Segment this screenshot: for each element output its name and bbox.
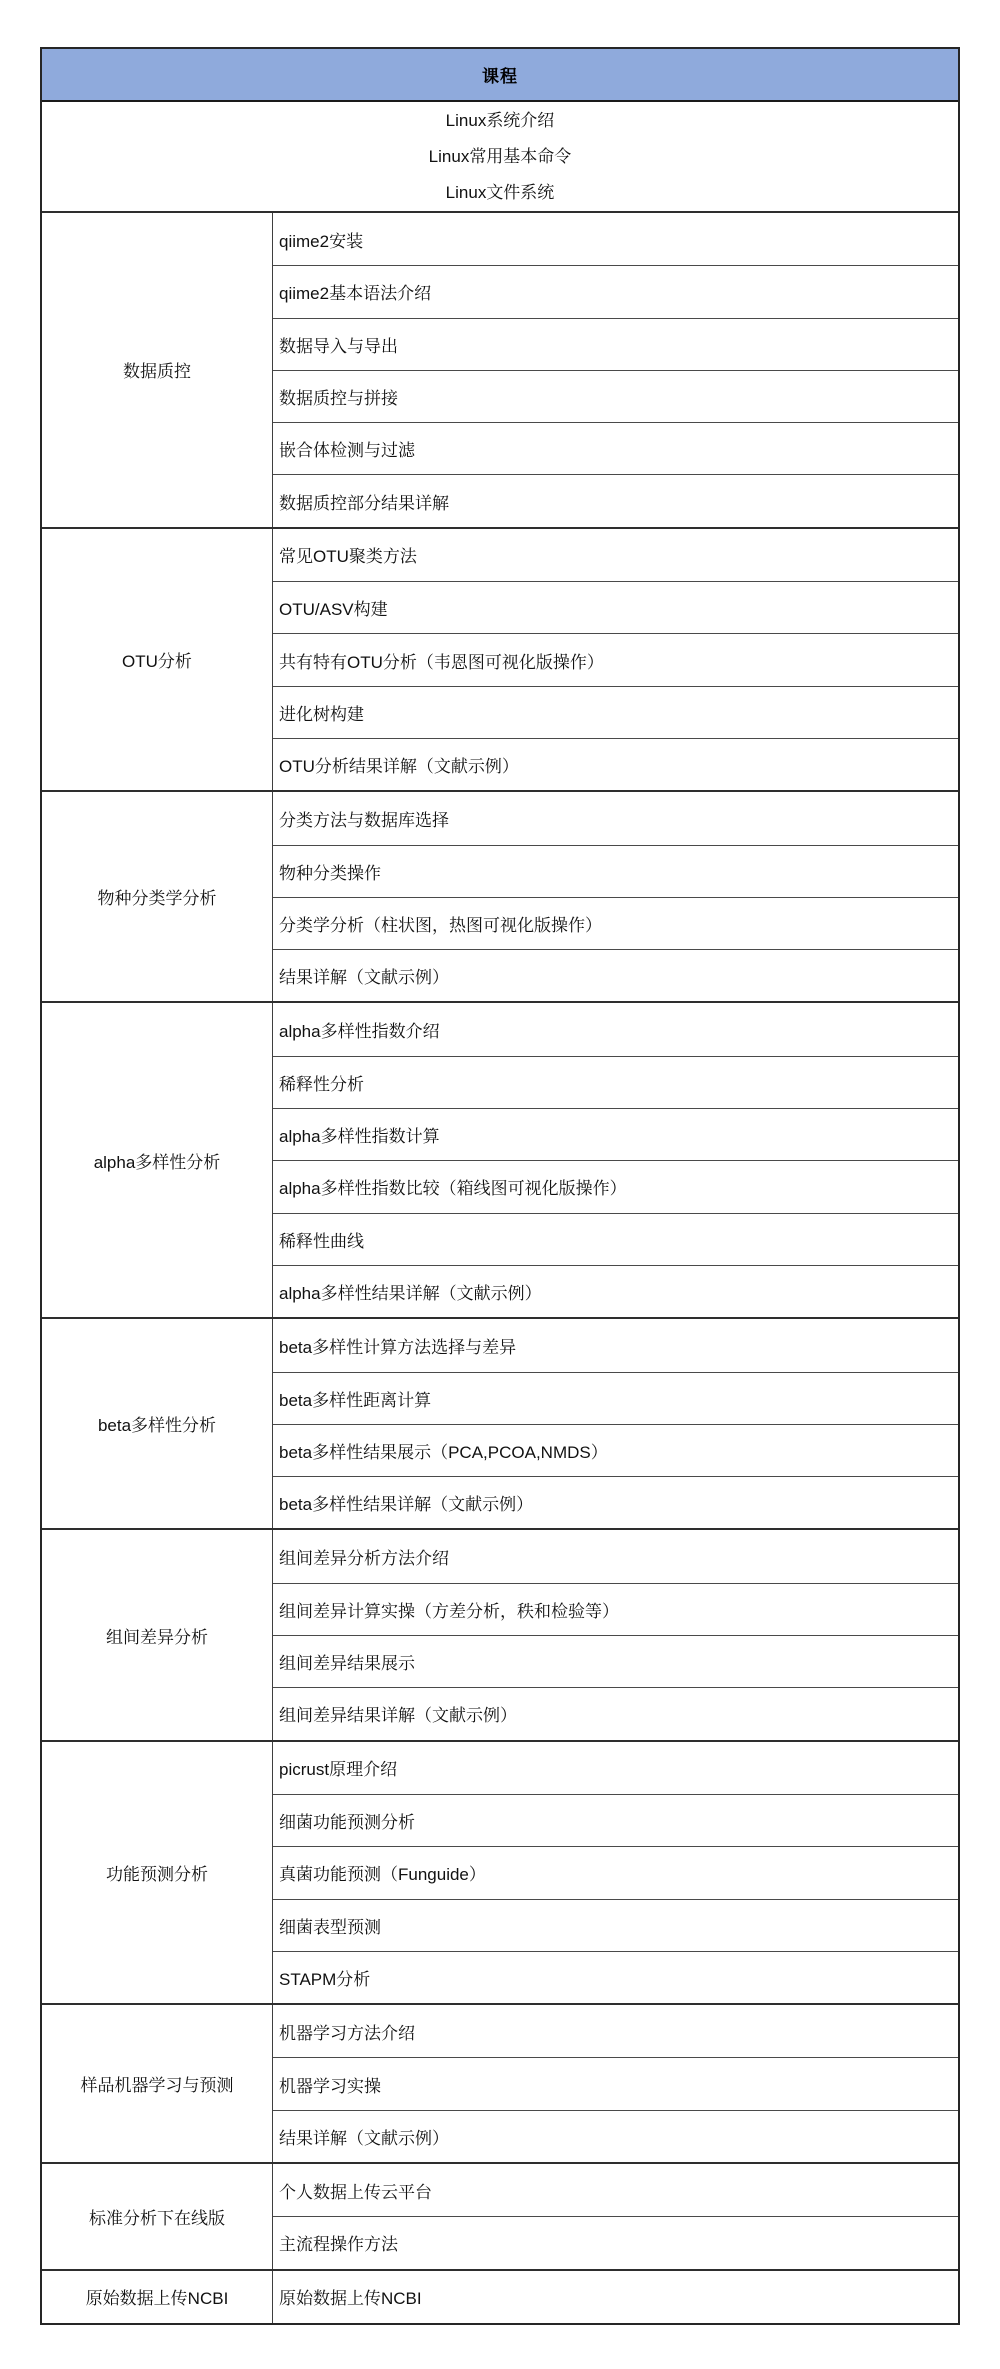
- course-item-label: 数据质控部分结果详解: [279, 493, 449, 513]
- course-section: [42, 1001, 958, 1317]
- course-item-label: 分类方法与数据库选择: [279, 810, 449, 830]
- intro-cell: [42, 102, 958, 211]
- section-items: [273, 2271, 958, 2323]
- course-section: [42, 211, 958, 527]
- course-item-label: 组间差异分析方法介绍: [279, 1549, 449, 1569]
- course-item-label: 细菌功能预测分析: [279, 1813, 415, 1833]
- course-item-label: 共有特有OTU分析（韦恩图可视化版操作）: [279, 652, 604, 672]
- course-item-label: 组间差异计算实操（方差分析，秩和检验等）: [279, 1601, 619, 1621]
- table-header-cell: [42, 49, 958, 102]
- category-cell: [42, 1003, 273, 1317]
- course-item-row: [273, 2005, 958, 2057]
- section-items: [273, 1530, 958, 1739]
- course-item-row: [273, 265, 958, 317]
- table-header-label: 课程: [482, 67, 518, 86]
- section-items: [273, 529, 958, 790]
- course-item-label: alpha多样性指数比较（箱线图可视化版操作）: [279, 1179, 627, 1199]
- course-item-row: [273, 949, 958, 1001]
- course-item-label: STAPM分析: [279, 1969, 371, 1989]
- category-label: OTU分析: [122, 652, 192, 672]
- category-cell: [42, 792, 273, 1001]
- course-item-row: [273, 474, 958, 526]
- course-item-row: [273, 422, 958, 474]
- course-item-row: [273, 633, 958, 685]
- course-item-label: 结果详解（文献示例）: [279, 968, 449, 988]
- course-item-row: [273, 2216, 958, 2268]
- section-items: [273, 2164, 958, 2269]
- section-items: [273, 1319, 958, 1528]
- course-item-row: [273, 581, 958, 633]
- course-item-label: 进化树构建: [279, 704, 364, 724]
- course-item-row: [273, 1530, 958, 1582]
- category-cell: [42, 1742, 273, 2003]
- category-cell: [42, 2271, 273, 2323]
- course-item-row: [273, 2057, 958, 2109]
- category-cell: [42, 213, 273, 527]
- category-label: 组间差异分析: [106, 1627, 208, 1647]
- course-item-row: [273, 213, 958, 265]
- course-item-row: [273, 1583, 958, 1635]
- course-item-label: 常见OTU聚类方法: [279, 547, 417, 567]
- course-table: [40, 47, 960, 2325]
- intro-line: Linux文件系统: [445, 182, 555, 202]
- course-item-row: [273, 370, 958, 422]
- course-item-label: 物种分类操作: [279, 863, 381, 883]
- course-item-row: [273, 845, 958, 897]
- course-item-row: [273, 1794, 958, 1846]
- course-item-row: [273, 2164, 958, 2216]
- category-label: 原始数据上传NCBI: [85, 2289, 229, 2309]
- course-item-label: alpha多样性指数介绍: [279, 1022, 440, 1042]
- course-item-label: 数据质控与拼接: [279, 389, 398, 409]
- course-item-row: [273, 1742, 958, 1794]
- course-item-label: 分类学分析（柱状图，热图可视化版操作）: [279, 916, 602, 935]
- course-item-label: qiime2安装: [279, 231, 364, 251]
- category-label: alpha多样性分析: [93, 1152, 221, 1172]
- course-item-label: alpha多样性结果详解（文献示例）: [279, 1284, 542, 1304]
- category-cell: [42, 2005, 273, 2162]
- course-item-row: [273, 1372, 958, 1424]
- intro-line: Linux系统介绍: [445, 110, 555, 130]
- course-item-label: 稀释性分析: [279, 1074, 364, 1094]
- category-label: 物种分类学分析: [97, 889, 217, 909]
- course-item-row: [273, 1056, 958, 1108]
- course-item-label: 个人数据上传云平台: [279, 2182, 432, 2202]
- course-item-row: [273, 1003, 958, 1055]
- category-cell: [42, 1319, 273, 1528]
- course-item-label: 机器学习方法介绍: [279, 2023, 415, 2043]
- course-item-label: qiime2基本语法介绍: [279, 284, 432, 304]
- sections: [42, 211, 958, 2323]
- category-label: 功能预测分析: [106, 1864, 208, 1884]
- category-label: 标准分析下在线版: [89, 2208, 225, 2228]
- course-item-row: [273, 1899, 958, 1951]
- course-item-row: [273, 1635, 958, 1687]
- course-item-label: OTU/ASV构建: [279, 600, 388, 620]
- course-item-label: 稀释性曲线: [279, 1231, 364, 1251]
- course-item-row: [273, 1108, 958, 1160]
- course-item-row: [273, 1846, 958, 1898]
- course-section: [42, 527, 958, 790]
- category-cell: [42, 529, 273, 790]
- course-section: [42, 790, 958, 1001]
- course-section: [42, 2003, 958, 2162]
- course-item-row: [273, 1213, 958, 1265]
- course-item-label: picrust原理介绍: [279, 1760, 398, 1780]
- section-items: [273, 792, 958, 1001]
- course-section: [42, 1317, 958, 1528]
- course-item-row: [273, 2271, 958, 2323]
- section-items: [273, 2005, 958, 2162]
- course-item-label: 嵌合体检测与过滤: [279, 441, 415, 461]
- course-item-row: [273, 1160, 958, 1212]
- course-item-label: beta多样性结果展示（PCA,PCOA,NMDS）: [279, 1442, 608, 1462]
- course-item-row: [273, 2110, 958, 2162]
- category-label: beta多样性分析: [97, 1416, 217, 1436]
- section-items: [273, 1742, 958, 2003]
- course-item-row: [273, 897, 958, 949]
- course-item-row: [273, 318, 958, 370]
- course-item-label: 机器学习实操: [279, 2076, 381, 2096]
- course-item-label: alpha多样性指数计算: [279, 1127, 440, 1147]
- course-item-label: 结果详解（文献示例）: [279, 2128, 449, 2148]
- course-item-row: [273, 1319, 958, 1371]
- course-item-row: [273, 1687, 958, 1739]
- course-item-row: [273, 1424, 958, 1476]
- course-item-label: OTU分析结果详解（文献示例）: [279, 757, 519, 777]
- course-section: [42, 2162, 958, 2269]
- course-item-row: [273, 792, 958, 844]
- course-item-row: [273, 1265, 958, 1317]
- section-items: [273, 1003, 958, 1317]
- course-item-row: [273, 686, 958, 738]
- course-item-label: beta多样性距离计算: [279, 1390, 432, 1410]
- course-item-label: 原始数据上传NCBI: [279, 2289, 422, 2309]
- category-label: 样品机器学习与预测: [80, 2076, 234, 2096]
- course-item-row: [273, 529, 958, 581]
- course-section: [42, 1740, 958, 2003]
- course-item-label: 真菌功能预测（Funguide）: [279, 1865, 486, 1885]
- category-cell: [42, 2164, 273, 2269]
- category-label: 数据质控: [123, 362, 191, 382]
- course-item-label: 组间差异结果展示: [279, 1654, 415, 1674]
- course-item-row: [273, 1476, 958, 1528]
- course-item-row: [273, 1951, 958, 2003]
- course-item-label: beta多样性计算方法选择与差异: [279, 1337, 517, 1357]
- course-item-row: [273, 738, 958, 790]
- course-section: [42, 1528, 958, 1739]
- course-item-label: beta多样性结果详解（文献示例）: [279, 1495, 534, 1515]
- course-item-label: 数据导入与导出: [279, 336, 398, 356]
- section-items: [273, 213, 958, 527]
- course-item-label: 主流程操作方法: [279, 2235, 398, 2255]
- category-cell: [42, 1530, 273, 1739]
- course-item-label: 组间差异结果详解（文献示例）: [279, 1706, 517, 1726]
- course-section: [42, 2269, 958, 2323]
- intro-line: Linux常用基本命令: [428, 146, 572, 166]
- course-item-label: 细菌表型预测: [279, 1917, 381, 1937]
